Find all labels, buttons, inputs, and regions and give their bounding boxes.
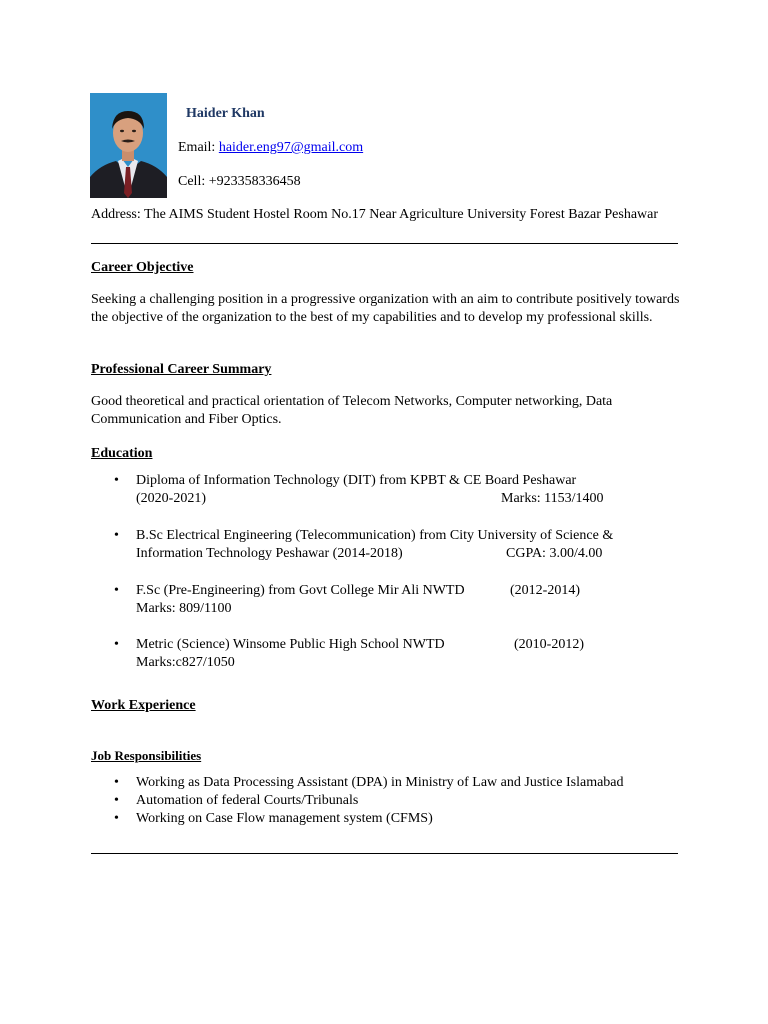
education-title: F.Sc (Pre-Engineering) from Govt College Mir Ali NWTD xyxy=(136,583,465,598)
career-objective-text: Seeking a challenging position in a progressive organization with an aim to contribute positively towards the objective of the organization to the best of my capabilities and to develop my professional skills. xyxy=(91,292,680,325)
education-title: B.Sc Electrical Engineering (Telecommunication) from City University of Science & xyxy=(136,528,614,543)
bullet-icon: • xyxy=(114,775,119,790)
education-years: (2010-2012) xyxy=(514,637,584,652)
job-responsibilities-heading: Job Responsibilities xyxy=(91,748,202,763)
education-marks: Marks: 1153/1400 xyxy=(501,491,604,506)
education-marks: Marks:c827/1050 xyxy=(136,655,235,670)
job-responsibilities-list xyxy=(91,774,691,828)
cell-label: Cell: xyxy=(178,174,206,189)
bullet-icon: • xyxy=(114,583,119,598)
candidate-name: Haider Khan xyxy=(186,106,265,121)
list-item xyxy=(91,810,691,828)
education-title: Metric (Science) Winsome Public High School NWTD xyxy=(136,637,445,652)
career-objective-heading: Career Objective xyxy=(91,260,194,275)
education-marks: CGPA: 3.00/4.00 xyxy=(506,546,603,561)
email-link[interactable]: haider.eng97@gmail.com xyxy=(218,140,364,155)
education-item xyxy=(91,527,691,563)
bullet-icon: • xyxy=(114,473,119,488)
bullet-icon: • xyxy=(114,637,119,652)
education-item xyxy=(91,636,691,672)
address: Address: The AIMS Student Hostel Room No.17 Near Agriculture University Forest Bazar Peshawar xyxy=(91,207,659,222)
career-summary-text: Good theoretical and practical orientation of Telecom Networks, Computer networking, Data Communication and Fiber Optics. xyxy=(91,394,613,427)
education-item xyxy=(91,472,691,508)
responsibility-text: Automation of federal Courts/Tribunals xyxy=(136,793,359,808)
education-item xyxy=(91,582,691,618)
list-item xyxy=(91,774,691,792)
education-title: Diploma of Information Technology (DIT) from KPBT & CE Board Peshawar xyxy=(136,473,577,488)
education-years: Information Technology Peshawar (2014-2018) xyxy=(136,546,403,561)
cell-row xyxy=(178,174,301,190)
cell-value: +923358336458 xyxy=(208,174,301,189)
email-label: Email: xyxy=(178,140,216,155)
bullet-icon: • xyxy=(114,793,119,808)
career-summary-heading: Professional Career Summary xyxy=(91,362,272,377)
responsibility-text: Working as Data Processing Assistant (DPA) in Ministry of Law and Justice Islamabad xyxy=(136,775,624,790)
email-row xyxy=(178,140,363,156)
responsibility-text: Working on Case Flow management system (CFMS) xyxy=(136,811,433,826)
education-years: (2020-2021) xyxy=(136,491,206,506)
bullet-icon: • xyxy=(114,528,119,543)
footer-divider xyxy=(91,853,678,854)
education-years: (2012-2014) xyxy=(510,583,580,598)
education-marks: Marks: 809/1100 xyxy=(136,601,232,616)
list-item xyxy=(91,792,691,810)
profile-photo xyxy=(90,93,167,198)
header-divider xyxy=(91,243,678,244)
education-heading: Education xyxy=(91,446,153,461)
work-experience-heading: Work Experience xyxy=(91,698,196,713)
bullet-icon: • xyxy=(114,811,119,826)
